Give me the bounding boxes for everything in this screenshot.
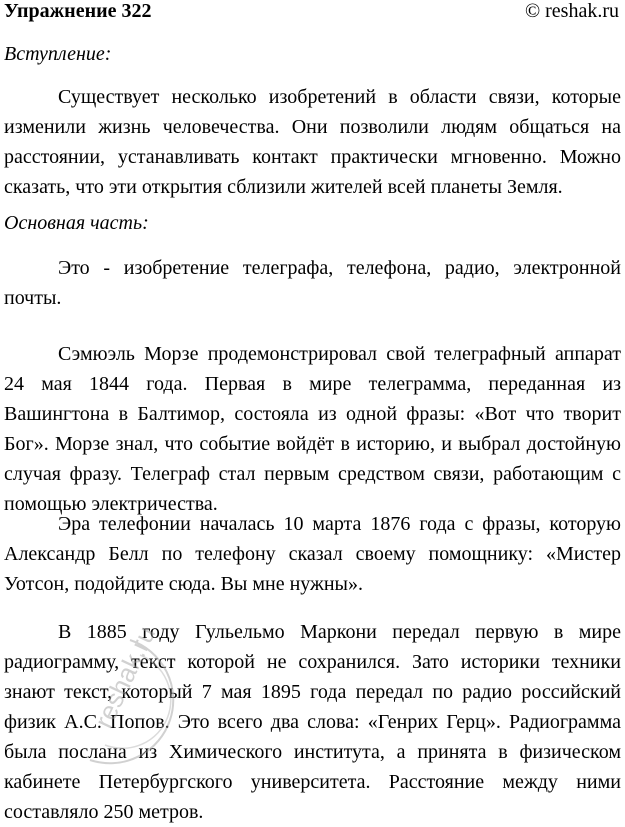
watermark-text: reshak.ru [88, 621, 162, 733]
exercise-title: Упражнение 322 [4, 0, 152, 22]
telephone-paragraph: Эра телефонии началась 10 марта 1876 года с фразы, которую Александр Белл по телефону сказал своему помощнику: «Мистер Уотсон, подойдите сюда. Вы мне нужны». [4, 513, 621, 595]
site-credit: © reshak.ru [524, 0, 619, 22]
main-section-label: Основная часть: [4, 212, 149, 234]
radio-paragraph: В 1885 году Гульельмо Маркони передал первую в мире радиограмму, текст которой не сохранился. Зато историки техники знают текст, который 7 мая 1895 года передал по радио российский физик А.С. Попов. Это всего два слова: «Генрих Герц». Радиограмма была послана из Химического института, а принята в физическом кабинете Петербургского университета. Расстояние между ними составляло 250 метров. [4, 621, 621, 823]
page-header [4, 0, 619, 24]
intro-paragraph: Существует несколько изобретений в области связи, которые изменили жизнь человечества. Они позволили людям общаться на расстоянии, устанавливать контакт практически мгновенно. Можно сказать, что эти открытия сблизили жителей всей планеты Земля. [4, 86, 621, 198]
inventions-paragraph: Это - изобретение телеграфа, телефона, радио, электронной почты. [4, 257, 621, 309]
telegraph-paragraph: Сэмюэль Морзе продемонстрировал свой телеграфный аппарат 24 мая 1844 года. Первая в мире телеграмма, переданная из Вашингтона в Балтимор, состояла из одной фразы: «Вот что творит Бог». Морзе знал, что событие войдёт в историю, и выбрал достойную случая фразу. Телеграф стал первым средством связи, работающим с помощью электричества. [4, 343, 621, 515]
intro-section-label: Вступление: [4, 43, 112, 65]
